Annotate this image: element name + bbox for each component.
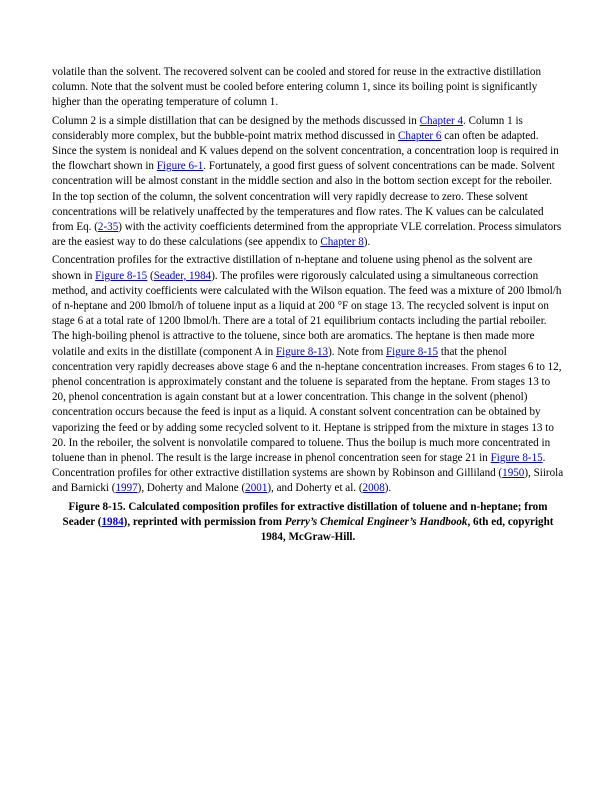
figure-caption: [52, 500, 564, 546]
text: Column 2 is a simple distillation that can be designed by the methods discussed in: [52, 114, 420, 127]
chapter-4-link[interactable]: Chapter 4: [419, 114, 464, 127]
text: . Fortunately, a good first guess of solvent concentrations can be made. Solvent concentration will be almost constant in the middle section and also in the bottom section except for the reboiler. In the top section of the column, the solvent concentration will very rapidly decrease to zero. These solvent concentrations will be relatively unaffected by the temperatures and flow rates. The K values can be calculated from Eq. (: [52, 160, 555, 234]
figure-8-15-link[interactable]: Figure 8-15: [386, 345, 439, 358]
doherty-2001-link[interactable]: 2001: [245, 482, 268, 495]
siirola-1997-link[interactable]: 1997: [115, 482, 138, 495]
caption-text: Figure 8-15. Calculated composition profiles for extractive distillation of toluene and n-heptane; from Seader (: [62, 500, 548, 528]
text: ). Note from: [328, 345, 386, 358]
paragraph-solvent-recovery: [52, 65, 564, 111]
chapter-6-link[interactable]: Chapter 6: [398, 129, 442, 142]
text: (: [147, 269, 154, 282]
figure-8-15-link[interactable]: Figure 8-15: [95, 269, 148, 282]
document-page: [52, 65, 564, 548]
figure-8-15-link[interactable]: Figure 8-15: [490, 452, 543, 465]
figure-8-13-link[interactable]: Figure 8-13: [276, 345, 329, 358]
handbook-title: Perry’s Chemical Engineer’s Handbook: [284, 515, 468, 528]
paragraph-column-design: [52, 114, 564, 251]
text: ).: [363, 236, 371, 249]
text: can often be adapted. Since the system is nonideal and K values depend on the solvent concentration, a concentration loop is required in the flowchart shown in: [52, 129, 559, 173]
robinson-1950-link[interactable]: 1950: [502, 467, 525, 480]
equation-2-35-link[interactable]: 2-35: [97, 221, 119, 234]
text: volatile than the solvent. The recovered solvent can be cooled and stored for reuse in the extractive distillation column. Note that the solvent must be cooled before entering column 1, since its boiling point is significantly higher than the operating temperature of column 1.: [52, 66, 541, 109]
text: . Concentration profiles for other extractive distillation systems are shown by Robinson and Gilliland (: [52, 452, 546, 480]
text: Concentration profiles for the extractive distillation of n-heptane and toluene using phenol as the solvent are shown in: [52, 254, 533, 282]
caption-text: ), reprinted with permission from: [123, 515, 285, 528]
seader-1984-caption-link[interactable]: 1984: [101, 515, 124, 528]
caption-text: , 6th ed, copyright 1984, McGraw-Hill.: [260, 515, 554, 544]
paragraph-concentration-profiles: [52, 253, 564, 496]
text: ) with the activity coefficients determined from the appropriate VLE correlation. Process simulators are the easiest way to do these calculations (see appendix to: [52, 221, 562, 249]
text: ). The profiles were rigorously calculated using a simultaneous correction method, and activity coefficients were calculated with the Wilson equation. The feed was a mixture of 200 lbmol/h of n-heptane and 200 lbmol/h of toluene input as a liquid at 200 °F on stage 13. The recycled solvent is input on stage 6 at a total rate of 1200 lbmol/h. There are a total of 21 equilibrium contacts including the partial reboiler. The high-boiling phenol is attractive to the toluene, since both are aromatics. The heptane is then made more volatile and exits in the distillate (component A in: [52, 269, 562, 358]
chapter-8-link[interactable]: Chapter 8: [320, 236, 364, 249]
text: ), and Doherty et al. (: [267, 482, 363, 495]
text: ), Siirola and Barnicki (: [52, 467, 564, 495]
text: ), Doherty and Malone (: [137, 482, 246, 495]
seader-1984-link[interactable]: Seader, 1984: [153, 269, 212, 282]
doherty-2008-link[interactable]: 2008: [362, 482, 385, 495]
figure-6-1-link[interactable]: Figure 6-1: [156, 160, 204, 173]
text: . Column 1 is considerably more complex, but the bubble-point matrix method discussed in: [52, 114, 523, 142]
text: ).: [384, 482, 392, 495]
text: that the phenol concentration very rapidly decreases above stage 6 and the n-heptane concentration increases. From stages 6 to 12, phenol concentration is approximately constant and the toluene is separated from the heptane. From stages 13 to 20, phenol concentration is again constant but at a lower concentration. This change in the solvent (phenol) concentration occurs because the feed is input as a liquid. A constant solvent concentration can be obtained by vaporizing the feed or by adding some recycled solvent to it. Heptane is stripped from the mixture in stages 13 to 20. In the reboiler, the solvent is nonvolatile compared to toluene. Thus the boilup is much more concentrated in toluene than in phenol. The result is the large increase in phenol concentration seen for stage 21 in: [52, 345, 562, 465]
